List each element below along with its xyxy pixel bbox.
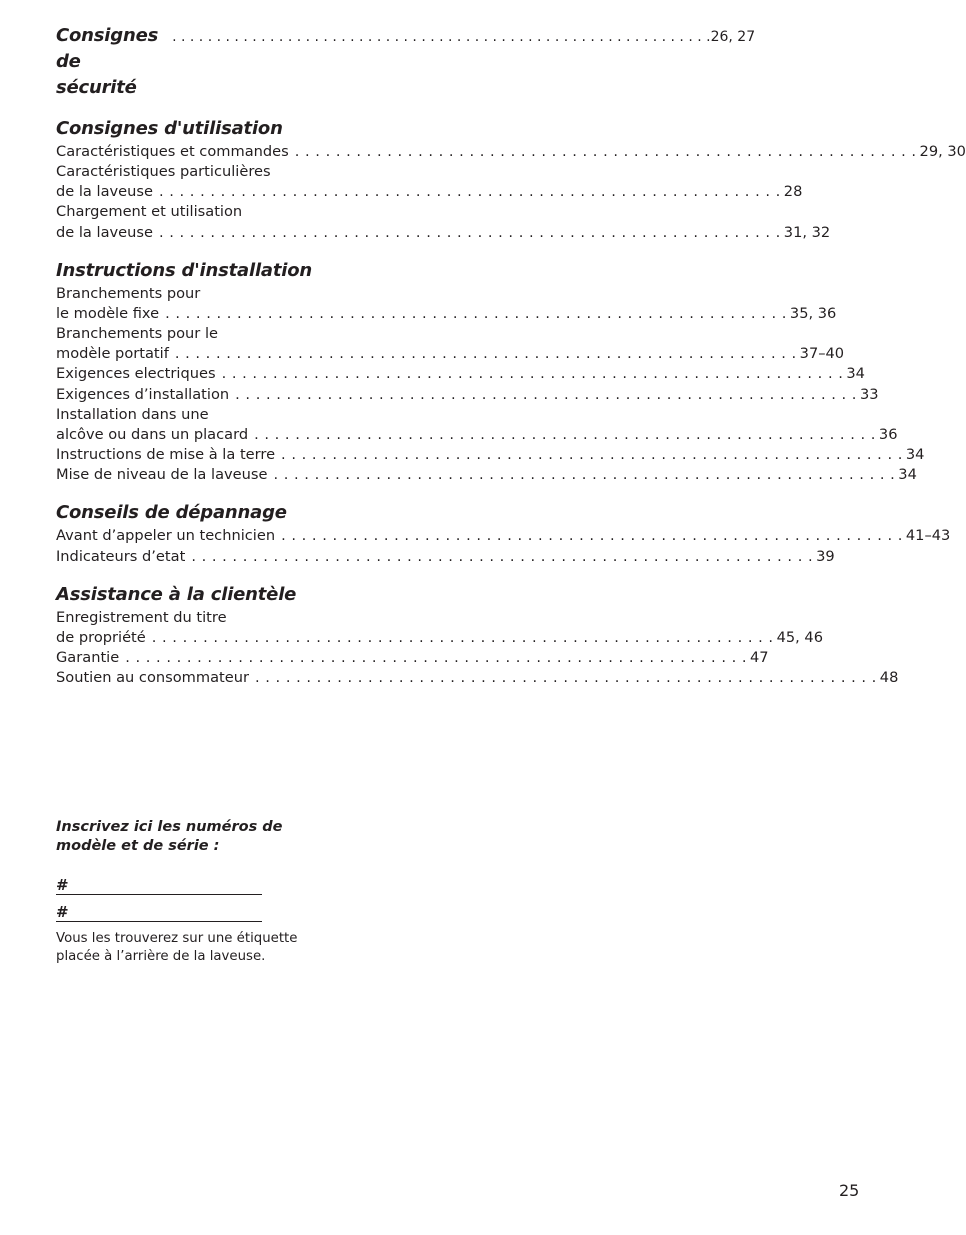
toc-entry <box>56 304 837 324</box>
toc-section <box>56 23 756 101</box>
toc-entry <box>56 223 831 243</box>
toc-entry <box>56 628 823 648</box>
dot-leader: . . . . . . . . . . . . . . . . . . . . . . . . . . . . . . . . . . . . . . . . . . . . . . . . . . . . . . . . . . . . . <box>235 385 857 403</box>
toc-entry-page-numbers: 28 <box>783 183 803 201</box>
toc-section <box>56 258 925 486</box>
dot-leader: . . . . . . . . . . . . . . . . . . . . . . . . . . . . . . . . . . . . . . . . . . . . . . . . . . . . . . . . . . . . . <box>158 223 781 241</box>
label-location-note <box>56 930 306 966</box>
toc-entry <box>56 182 803 202</box>
page-number: 25 <box>839 1181 860 1200</box>
note-line-2: placée à l’arrière de la laveuse. <box>56 949 266 964</box>
dot-leader: . . . . . . . . . . . . . . . . . . . . . . . . . . . . . . . . . . . . . . . . . . . . . . . . . . . . . . . . . . . . . <box>174 345 797 363</box>
toc-entry <box>56 425 898 445</box>
toc-entry-label: de la laveuse <box>56 183 153 201</box>
toc-entry-page-numbers: 39 <box>816 547 835 565</box>
dot-leader: . . . . . . . . . . . . . . . . . . . . . . . . . . . . . . . . . . . . . . . . . . . . . . . . . . . . . . . . . . . . . <box>281 527 903 545</box>
toc-entry-label: Instructions de mise à la terre <box>56 446 276 464</box>
model-number-hash: # <box>56 876 69 894</box>
dot-leader: . . . . . . . . . . . . . . . . . . . . . . . . . . . . . . . . . . . . . . . . . . . . . . . . . . . . . . . . . . . . . <box>165 304 787 322</box>
dot-leader: . . . . . . . . . . . . . . . . . . . . . . . . . . . . . . . . . . . . . . . . . . . . . . . . . . . . . . . . . . . . . <box>254 425 876 443</box>
dot-leader: . . . . . . . . . . . . . . . . . . . . . . . . . . . . . . . . . . . . . . . . . . . . . . . . . . . . . . . . . . . . . <box>294 143 917 160</box>
toc-entry <box>56 547 835 567</box>
toc-section-header <box>56 582 355 608</box>
serial-title-line-2: modèle et de série : <box>56 838 220 854</box>
toc-entry-label: Soutien au consommateur <box>56 669 249 687</box>
toc-entry <box>56 526 951 546</box>
toc-entry-label: Exigences electriques <box>56 365 216 383</box>
dot-leader: . . . . . . . . . . . . . . . . . . . . . . . . . . . . . . . . . . . . . . . . . . . . . . . . . . . . . . . . . . . . . <box>158 183 781 201</box>
section-heading: Assistance à la clientèle <box>56 583 297 605</box>
toc-entry-line: Branchements pour le <box>56 325 218 343</box>
serial-number-box <box>56 818 316 966</box>
toc-entry-label: Garantie <box>56 648 120 666</box>
serial-instructions-title <box>56 818 316 856</box>
toc-entry <box>56 364 865 384</box>
table-of-contents <box>56 23 966 703</box>
toc-entry-line: Branchements pour <box>56 284 201 302</box>
section-page-numbers: 26, 27 <box>710 29 756 45</box>
serial-title-line-1: Inscrivez ici les numéros de <box>56 819 283 835</box>
toc-section-header <box>56 116 355 142</box>
toc-entry <box>56 142 966 162</box>
toc-section <box>56 582 899 689</box>
toc-entry-page-numbers: 37–40 <box>799 345 845 363</box>
dot-leader: . . . . . . . . . . . . . . . . . . . . . . . . . . . . . . . . . . . . . . . . . . . . . . . . . . . . . . . . . . . . . <box>172 29 711 45</box>
toc-entry-page-numbers: 41–43 <box>905 527 951 545</box>
toc-entry-page-numbers: 45, 46 <box>776 628 823 646</box>
toc-entry-label: Exigences d’installation <box>56 385 230 403</box>
toc-entry-page-numbers: 34 <box>905 446 925 464</box>
note-line-1: Vous les trouverez sur une étiquette <box>56 931 298 946</box>
toc-entry-label: Indicateurs d’etat <box>56 547 186 565</box>
dot-leader: . . . . . . . . . . . . . . . . . . . . . . . . . . . . . . . . . . . . . . . . . . . . . . . . . . . . . . . . . . . . . <box>125 648 748 666</box>
toc-entry-label: Avant d’appeler un technicien <box>56 527 276 545</box>
section-heading: Consignes de sécurité <box>56 25 159 98</box>
toc-entry <box>56 648 769 668</box>
toc-entry <box>56 445 925 465</box>
toc-entry-page-numbers: 29, 30 <box>919 143 966 160</box>
toc-section-header <box>56 23 756 101</box>
toc-entry-label: alcôve ou dans un placard <box>56 425 249 443</box>
dot-leader: . . . . . . . . . . . . . . . . . . . . . . . . . . . . . . . . . . . . . . . . . . . . . . . . . . . . . . . . . . . . . <box>254 669 877 687</box>
toc-entry-page-numbers: 47 <box>750 648 769 666</box>
toc-entry-label: le modèle fixe <box>56 304 160 322</box>
toc-entry-page-numbers: 33 <box>859 385 879 403</box>
dot-leader: . . . . . . . . . . . . . . . . . . . . . . . . . . . . . . . . . . . . . . . . . . . . . . . . . . . . . . . . . . . . . <box>221 365 844 383</box>
toc-entry-label: de la laveuse <box>56 223 153 241</box>
toc-entry-page-numbers: 34 <box>846 365 865 383</box>
toc-entry-page-numbers: 48 <box>879 669 899 687</box>
dot-leader: . . . . . . . . . . . . . . . . . . . . . . . . . . . . . . . . . . . . . . . . . . . . . . . . . . . . . . . . . . . . . <box>281 446 903 464</box>
toc-entry-line: Caractéristiques particulières <box>56 163 271 181</box>
toc-section-header <box>56 500 355 526</box>
toc-entry-label: de propriété <box>56 628 146 646</box>
toc-entry-page-numbers: 31, 32 <box>783 223 831 241</box>
model-number-field[interactable] <box>56 874 262 895</box>
section-heading: Conseils de dépannage <box>56 502 287 524</box>
toc-entry-line: Chargement et utilisation <box>56 203 243 221</box>
toc-entry-line: Installation dans une <box>56 405 209 423</box>
toc-entry-line: Enregistrement du titre <box>56 608 227 626</box>
dot-leader: . . . . . . . . . . . . . . . . . . . . . . . . . . . . . . . . . . . . . . . . . . . . . . . . . . . . . . . . . . . . . <box>151 628 774 646</box>
toc-section-header <box>56 258 355 284</box>
toc-entry-page-numbers: 36 <box>878 425 898 443</box>
section-heading: Instructions d'installation <box>56 259 313 281</box>
toc-entry-page-numbers: 35, 36 <box>789 304 837 322</box>
serial-number-hash: # <box>56 903 69 921</box>
toc-entry-label: Mise de niveau de la laveuse <box>56 466 268 484</box>
toc-entry <box>56 344 845 364</box>
toc-entry-page-numbers: 34 <box>898 466 917 484</box>
toc-entry <box>56 465 917 485</box>
toc-section <box>56 116 966 243</box>
toc-section <box>56 500 951 566</box>
toc-entry-label: modèle portatif <box>56 345 169 363</box>
serial-number-field[interactable] <box>56 901 262 922</box>
toc-entry <box>56 385 879 405</box>
toc-entry-label: Caractéristiques et commandes <box>56 143 289 160</box>
dot-leader: . . . . . . . . . . . . . . . . . . . . . . . . . . . . . . . . . . . . . . . . . . . . . . . . . . . . . . . . . . . . . <box>191 547 814 565</box>
section-heading: Consignes d'utilisation <box>56 118 283 139</box>
dot-leader: . . . . . . . . . . . . . . . . . . . . . . . . . . . . . . . . . . . . . . . . . . . . . . . . . . . . . . . . . . . . . <box>273 466 896 484</box>
toc-entry <box>56 668 899 688</box>
